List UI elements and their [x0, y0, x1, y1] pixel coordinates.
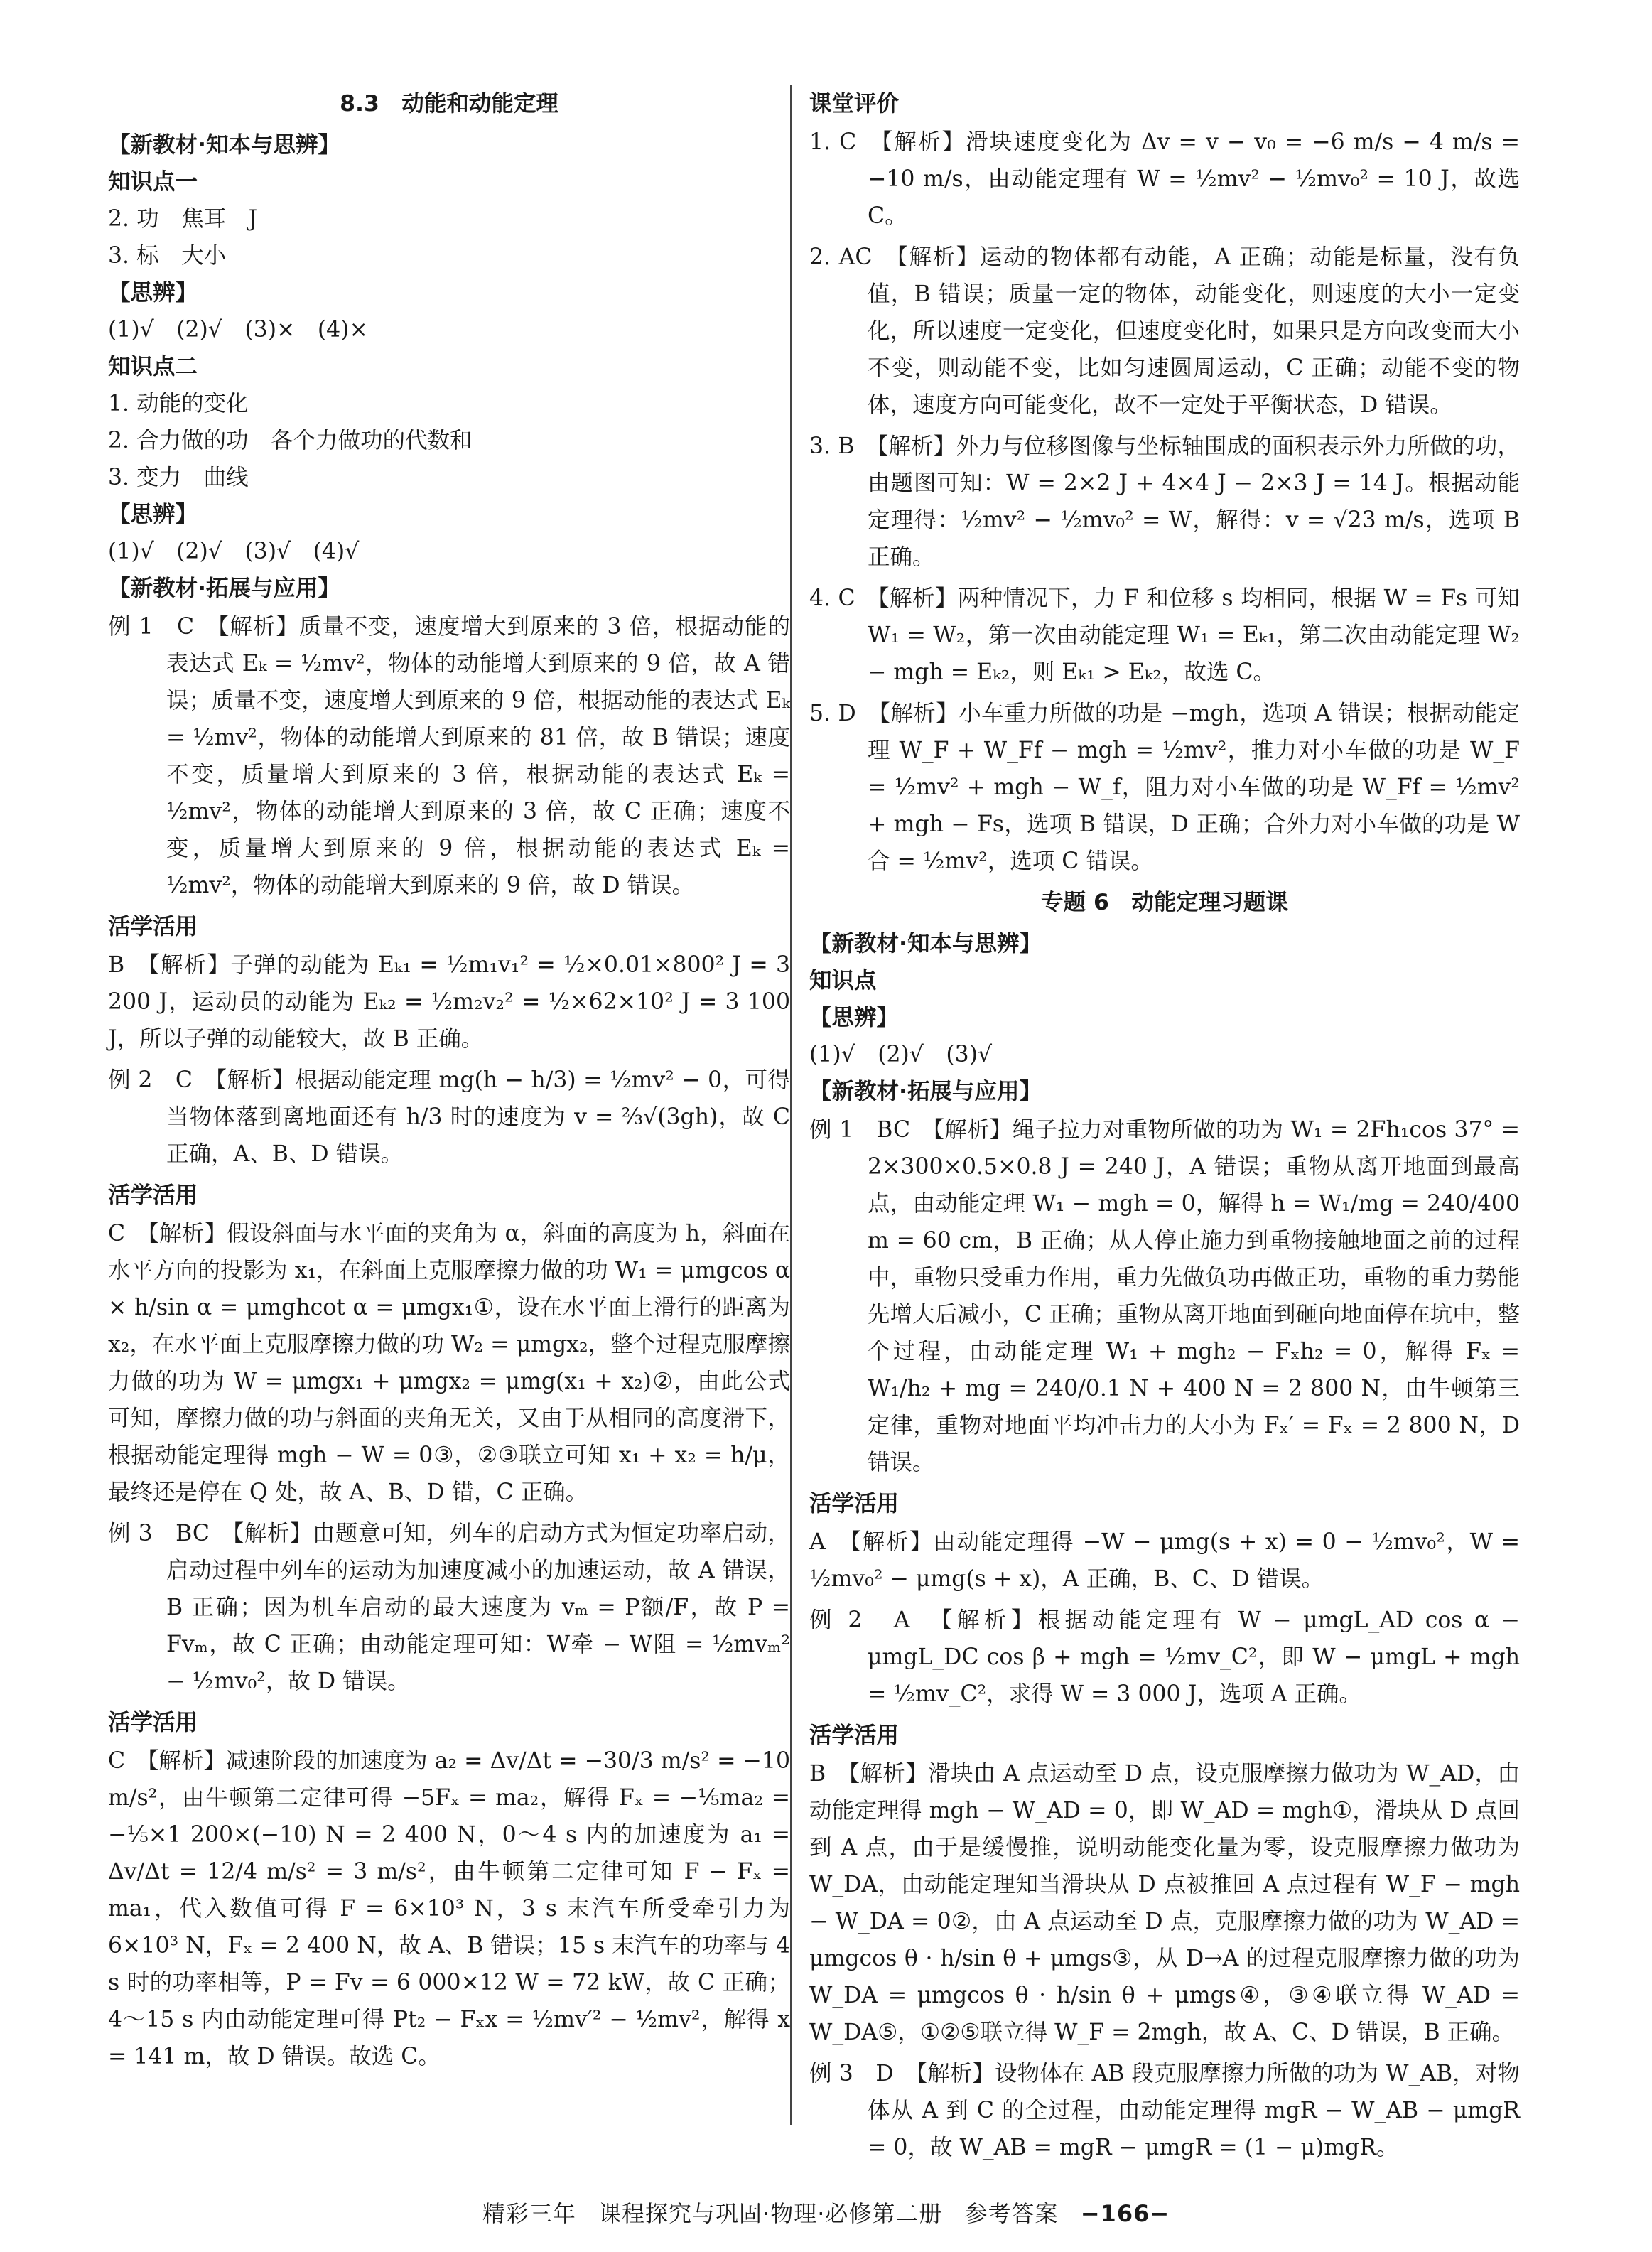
example-text: 例 1 C 【解析】质量不变，速度增大到原来的 3 倍，根据动能的表达式 Eₖ = ½mv²，物体的动能增大到原来的 9 倍，故 A 错误；质量不变，速度增大到原来的 9 倍，根据动能的表达式 Eₖ = ½mv²，物体的动能增大到原来的 81 倍，故 B 错误；速度不变，质量增大到原来的 3 倍，根据动能的表达式 Eₖ = ½mv²，物体的动能增大到原来的 3 倍，故 C 正确；速度不变，质量增大到原来的 9 倍，根据动能的表达式 Eₖ = ½mv²，物体的动能增大到原来的 9 倍，故 D 错误。	[108, 614, 790, 898]
answer-line: (1)√ (2)√ (3)√ (4)√	[108, 539, 360, 564]
example-2	[809, 1602, 1520, 1713]
right-column	[809, 85, 1520, 2170]
answer-line: (1)√ (2)√ (3)× (4)×	[108, 317, 368, 343]
question-text: 5. D 【解析】小车重力所做的功是 −mgh，选项 A 错误；根据动能定理 W_F + W_Ff − mgh = ½mv²，推力对小车做的功是 W_F = ½mv² + mgh − W_f，阻力对小车做的功是 W_Ff = ½mv² + mgh − Fs，选项 B 错误，D 正确；合外力对小车做的功是 W合 = ½mv²，选项 C 错误。	[809, 701, 1520, 874]
example-3	[809, 2055, 1520, 2166]
section-title: 专题 6 动能定理习题课	[1041, 890, 1288, 915]
practice-heading: 活学活用	[108, 1182, 198, 1208]
classroom-evaluation-heading: 课堂评价	[809, 91, 900, 117]
footer-section: 参考答案	[964, 2200, 1059, 2227]
example-text: 例 1 BC 【解析】绳子拉力对重物所做的功为 W₁ = 2Fh₁cos 37° = 2×300×0.5×0.8 J = 240 J，A 错误；重物从离开地面到最高点，由动能定理 W₁ − mgh = 0，解得 h = W₁/mg = 240/400 m = 60 cm，B 正确；从人停止施力到重物接触地面之前的过程中，重物只受重力作用，重力先做负功再做正功，重物的重力势能先增大后减小，C 正确；重物从离开地面到砸向地面停在坑中，整个过程，由动能定理 W₁ + mgh₂ − Fₓh₂ = 0，解得 Fₓ = W₁/h₂ + mg = 240/0.1 N + 400 N = 2 800 N，由牛顿第三定律，重物对地面平均冲击力的大小为 Fₓ′ = Fₓ = 2 800 N，D 错误。	[809, 1117, 1520, 1475]
section-title: 8.3 动能和动能定理	[340, 91, 558, 117]
bracket-heading: 【思辨】	[108, 502, 198, 527]
practice-text: B 【解析】子弹的动能为 Eₖ₁ = ½m₁v₁² = ½×0.01×800² J = 3 200 J，运动员的动能为 Eₖ₂ = ½m₂v₂² = ½×62×10² J = 3 100 J，所以子弹的动能较大，故 B 正确。	[108, 952, 790, 1052]
question-text: 3. B 【解析】外力与位移图像与坐标轴围成的面积表示外力所做的功，由题图可知：W = 2×2 J + 4×4 J − 2×3 J = 14 J。根据动能定理得：½mv² − ½mv₀² = W，解得：v = √23 m/s，选项 B 正确。	[809, 433, 1520, 570]
practice-heading: 活学活用	[108, 1710, 198, 1735]
knowledge-point-heading: 知识点	[809, 968, 877, 993]
column-divider	[790, 85, 792, 2125]
example-3	[108, 1515, 790, 1700]
question-text: 1. C 【解析】滑块速度变化为 Δv = v − v₀ = −6 m/s − 4 m/s = −10 m/s，由动能定理有 W = ½mv² − ½mv₀² = 10 J，故选 C。	[809, 129, 1520, 229]
list-item: 3. 变力 曲线	[108, 465, 249, 490]
question-text: 4. C 【解析】两种情况下，力 F 和位移 s 均相同，根据 W = Fs 可知 W₁ = W₂，第一次由动能定理 W₁ = Eₖ₁，第二次由动能定理 W₂ − mgh = Eₖ₂，则 Eₖ₁ > Eₖ₂，故选 C。	[809, 586, 1520, 685]
practice-text: C 【解析】假设斜面与水平面的夹角为 α，斜面的高度为 h，斜面在水平方向的投影为 x₁，在斜面上克服摩擦力做的功 W₁ = μmgcos α × h/sin α = μmghcot α = μmgx₁①，设在水平面上滑行的距离为 x₂，在水平面上克服摩擦力做的功 W₂ = μmgx₂，整个过程克服摩擦力做的功为 W = μmgx₁ + μmgx₂ = μmg(x₁ + x₂)②，由此公式可知，摩擦力做的功与斜面的夹角无关，又由于从相同的高度滑下，根据动能定理得 mgh − W = 0③，②③联立可知 x₁ + x₂ = h/μ，最终还是停在 Q 处，故 A、B、D 错，C 正确。	[108, 1221, 790, 1505]
example-text: 例 3 BC 【解析】由题意可知，列车的启动方式为恒定功率启动，启动过程中列车的运动为加速度减小的加速运动，故 A 错误，B 正确；因为机车启动的最大速度为 vₘ = P额/F，故 P = Fvₘ，故 C 正确；由动能定理可知：W牵 − W阻 = ½mvₘ² − ½mv₀²，故 D 错误。	[108, 1521, 790, 1694]
page-footer	[0, 2196, 1652, 2229]
bracket-heading: 【思辨】	[809, 1005, 900, 1030]
bracket-heading: 【新教材·拓展与应用】	[108, 576, 340, 601]
knowledge-point-heading: 知识点二	[108, 354, 198, 379]
question-5	[809, 695, 1520, 880]
bracket-heading: 【新教材·知本与思辨】	[108, 132, 340, 158]
list-item: 3. 标 大小	[108, 243, 227, 269]
practice-heading: 活学活用	[809, 1723, 900, 1748]
example-text: 例 2 C 【解析】根据动能定理 mg(h − h/3) = ½mv² − 0，可得当物体落到离地面还有 h/3 时的速度为 v = ⅔√(3gh)，故 C 正确，A、B、D 错误。	[108, 1067, 790, 1167]
footer-book: 课程探究与巩固·物理·必修第二册	[598, 2200, 943, 2227]
practice-text: B 【解析】滑块由 A 点运动至 D 点，设克服摩擦力做功为 W_AD，由动能定理得 mgh − W_AD = 0，即 W_AD = mgh①，滑块从 D 点回到 A 点，由于是缓慢推，说明动能变化量为零，设克服摩擦力做功为 W_DA，由动能定理知当滑块从 D 点被推回 A 点过程有 W_F − mgh − W_DA = 0②，由 A 点运动至 D 点，克服摩擦力做的功为 W_AD = μmgcos θ · h/sin θ + μmgs③，从 D→A 的过程克服摩擦力做的功为 W_DA = μmgcos θ · h/sin θ + μmgs④，③④联立得 W_AD = W_DA⑤，①②⑤联立得 W_F = 2mgh，故 A、C、D 错误，B 正确。	[809, 1761, 1520, 2045]
footer-series: 精彩三年	[482, 2200, 576, 2227]
practice-text: A 【解析】由动能定理得 −W − μmg(s + x) = 0 − ½mv₀²，W = ½mv₀² − μmg(s + x)，A 正确，B、C、D 错误。	[809, 1529, 1520, 1592]
list-item: 2. 合力做的功 各个力做功的代数和	[108, 428, 473, 453]
example-1	[809, 1111, 1520, 1481]
question-2	[809, 239, 1520, 424]
example-1	[108, 608, 790, 904]
bracket-heading: 【新教材·拓展与应用】	[809, 1079, 1042, 1104]
question-text: 2. AC 【解析】运动的物体都有动能，A 正确；动能是标量，没有负值，B 错误；质量一定的物体，动能变化，则速度的大小一定变化，所以速度一定变化，但速度变化时，如果只是方向改变而大小不变，则动能不变，比如匀速圆周运动，C 正确；动能不变的物体，速度方向可能变化，故不一定处于平衡状态，D 错误。	[809, 244, 1520, 418]
answer-line: (1)√ (2)√ (3)√	[809, 1042, 993, 1067]
left-column	[108, 85, 790, 2079]
knowledge-point-heading: 知识点一	[108, 169, 198, 195]
example-text: 例 2 A 【解析】根据动能定理有 W − μmgL_AD cos α − μmgL_DC cos β + mgh = ½mv_C²，即 W − μmgL + mgh = ½mv_C²，求得 W = 3 000 J，选项 A 正确。	[809, 1607, 1520, 1707]
page-number: −166−	[1080, 2200, 1170, 2227]
list-item: 2. 功 焦耳 J	[108, 206, 258, 232]
example-2	[108, 1062, 790, 1173]
list-item: 1. 动能的变化	[108, 391, 249, 416]
bracket-heading: 【思辨】	[108, 280, 198, 306]
practice-heading: 活学活用	[809, 1491, 900, 1516]
bracket-heading: 【新教材·知本与思辨】	[809, 931, 1042, 957]
question-3	[809, 428, 1520, 576]
practice-text: C 【解析】减速阶段的加速度为 a₂ = Δv/Δt = −30/3 m/s² = −10 m/s²，由牛顿第二定律可得 −5Fₓ = ma₂，解得 Fₓ = −⅕ma₂ = −⅕×1 200×(−10) N = 2 400 N，0～4 s 内的加速度为 a₁ = Δv/Δt = 12/4 m/s² = 3 m/s²，由牛顿第二定律可知 F − Fₓ = ma₁，代入数值可得 F = 6×10³ N，3 s 末汽车所受牵引力为 6×10³ N，Fₓ = 2 400 N，故 A、B 错误；15 s 末汽车的功率与 4 s 时的功率相等，P = Fv = 6 000×12 W = 72 kW，故 C 正确；4～15 s 内由动能定理可得 Pt₂ − Fₓx = ½mv′² − ½mv²，解得 x = 141 m，故 D 错误。故选 C。	[108, 1748, 790, 2069]
question-4	[809, 580, 1520, 691]
example-text: 例 3 D 【解析】设物体在 AB 段克服摩擦力所做的功为 W_AB，对物体从 A 到 C 的全过程，由动能定理得 mgR − W_AB − μmgR = 0，故 W_AB = mgR − μmgR = (1 − μ)mgR。	[809, 2061, 1520, 2160]
practice-heading: 活学活用	[108, 914, 198, 939]
question-1	[809, 124, 1520, 235]
